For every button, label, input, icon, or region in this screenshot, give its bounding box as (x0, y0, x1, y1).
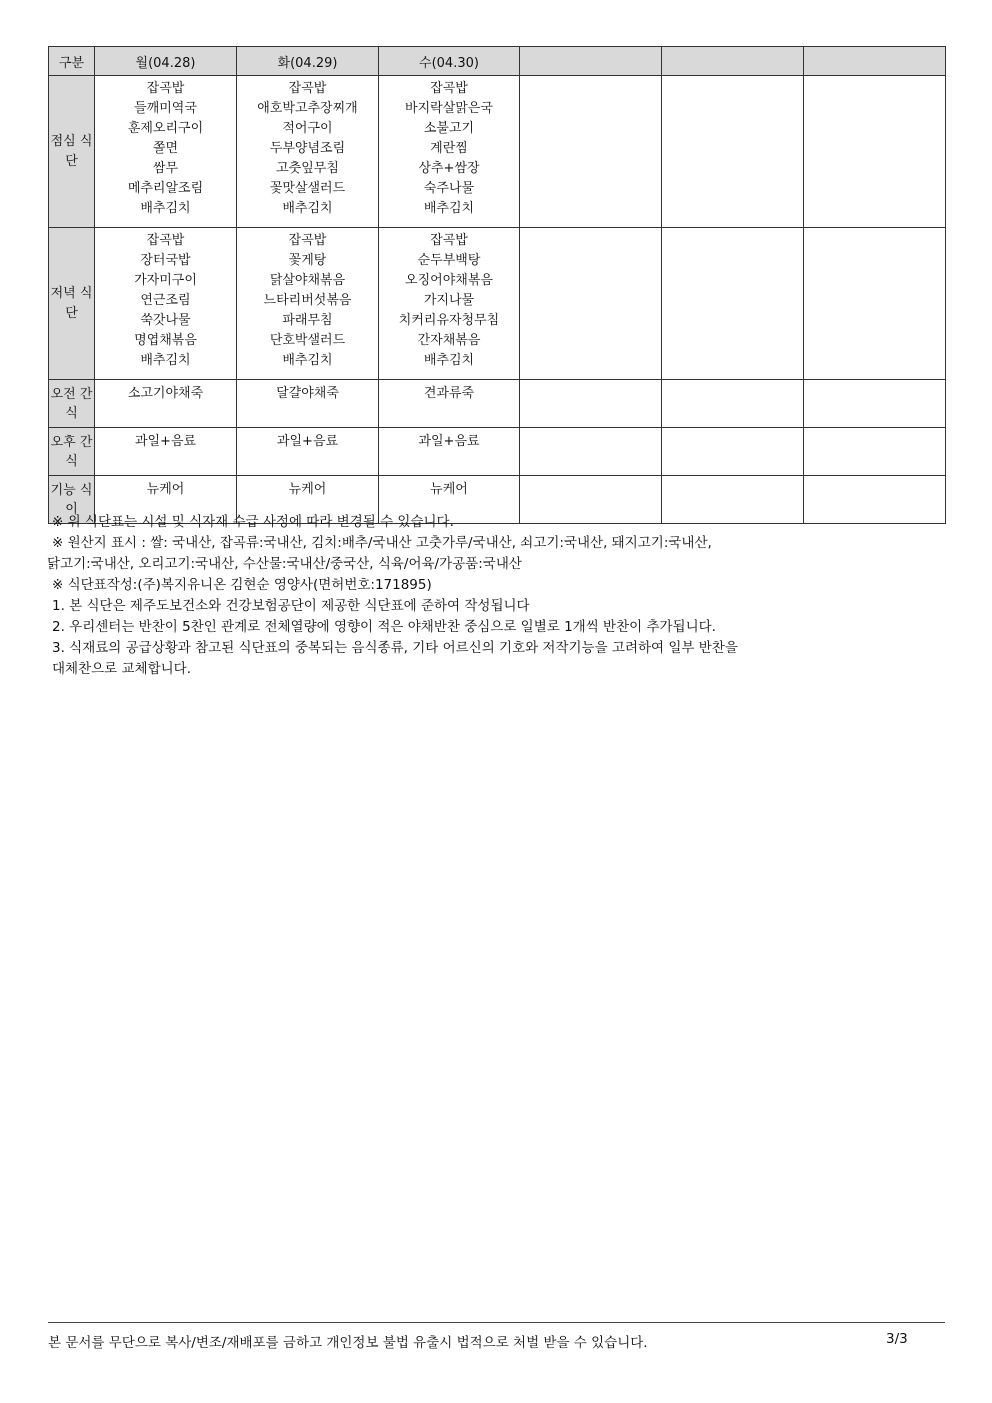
note-line: ※ 원산지 표시 : 쌀: 국내산, 잡곡류:국내산, 김치:배추/국내산 고춧가루/국내산, 쇠고기:국내산, 돼지고기:국내산, (52, 535, 712, 551)
empty-cell (662, 228, 804, 380)
table-row-afternoon-snack (49, 428, 946, 476)
dinner-mon-cell (95, 228, 237, 380)
menu-item: 쫄면 (152, 141, 179, 156)
menu-item: 순두부백탕 (417, 253, 481, 268)
empty-cell (804, 380, 946, 428)
menu-item: 과일+음료 (418, 434, 480, 449)
menu-item: 소불고기 (423, 121, 475, 136)
morning-snack-tue-cell (237, 380, 379, 428)
footer-divider (48, 1322, 945, 1323)
menu-item: 과일+음료 (134, 434, 197, 449)
row-label-afternoon-snack (49, 428, 95, 476)
dinner-tue-cell (237, 228, 379, 380)
menu-item: 쑥갓나물 (140, 313, 191, 328)
empty-cell (804, 428, 946, 476)
menu-item: 치커리유자청무침 (398, 313, 500, 328)
afternoon-snack-mon-cell (95, 428, 237, 476)
menu-item: 배추김치 (282, 201, 333, 216)
menu-item: 잡곡밥 (430, 233, 468, 248)
row-label-dinner (49, 228, 95, 380)
menu-item: 가지나물 (423, 293, 475, 308)
row-label-morning-snack (49, 380, 95, 428)
menu-item: 배추김치 (423, 353, 475, 368)
empty-cell (520, 428, 662, 476)
note-line: 대체찬으로 교체합니다. (52, 661, 191, 677)
menu-item: 파래무침 (282, 313, 333, 328)
menu-item: 배추김치 (140, 201, 191, 216)
menu-item: 배추김치 (423, 201, 475, 216)
row-label-line: 오전 (50, 386, 76, 402)
menu-item: 훈제오리구이 (127, 121, 204, 136)
menu-item: 뉴케어 (146, 482, 185, 497)
row-label-line: 식이 (65, 482, 93, 517)
menu-item: 단호박샐러드 (269, 333, 346, 348)
table-row-lunch (49, 76, 946, 228)
empty-cell (804, 228, 946, 380)
menu-item: 쌈무 (152, 161, 179, 176)
header-cell-empty (520, 47, 662, 76)
header-cell-wed: 수(04.30) (379, 47, 520, 76)
meal-plan-table (48, 46, 946, 524)
menu-item: 꽃맛살샐러드 (269, 181, 346, 196)
menu-item: 오징어야채볶음 (405, 273, 493, 288)
menu-item: 뉴케어 (430, 482, 468, 497)
menu-item: 들깨미역국 (134, 101, 197, 116)
menu-item: 간자채볶음 (417, 333, 481, 348)
table-header-row (49, 47, 946, 76)
table-row-dinner (49, 228, 946, 380)
note-line: ※ 위 식단표는 시설 및 식자재 수급 사정에 따라 변경될 수 있습니다. (52, 514, 454, 530)
menu-item: 잡곡밥 (146, 81, 185, 96)
menu-item: 계란찜 (430, 141, 468, 156)
empty-cell (520, 228, 662, 380)
menu-item: 느타리버섯볶음 (263, 293, 352, 308)
menu-item: 가자미구이 (134, 273, 197, 288)
menu-item: 잡곡밥 (146, 233, 185, 248)
menu-item: 달걀야채죽 (276, 386, 339, 401)
header-cell-empty (804, 47, 946, 76)
row-label-line: 식단 (65, 285, 93, 321)
row-label-line: 저녁 (50, 285, 76, 301)
row-label-line: 기능 (50, 482, 76, 498)
menu-item: 과일+음료 (276, 434, 339, 449)
empty-cell (520, 380, 662, 428)
row-label-line: 식단 (65, 133, 93, 169)
footer-disclaimer: 본 문서를 무단으로 복사/변조/재배포를 금하고 개인정보 불법 유출시 법적으로 처벌 받을 수 있습니다. (48, 1335, 648, 1351)
note-line: 3. 식재료의 공급상황과 참고된 식단표의 중복되는 음식종류, 기타 어르신의 기호와 저작기능을 고려하여 일부 반찬을 (52, 640, 738, 656)
lunch-mon-cell (95, 76, 237, 228)
menu-item: 잡곡밥 (430, 81, 468, 96)
menu-item: 명엽채볶음 (134, 333, 197, 348)
menu-item: 애호박고추장찌개 (257, 101, 358, 116)
empty-cell (662, 76, 804, 228)
header-cell-tue: 화(04.29) (237, 47, 379, 76)
row-label-lunch (49, 76, 95, 228)
note-line: ※ 식단표작성:(주)복지유니온 김현순 영양사(면허번호:171895) (52, 577, 432, 593)
menu-item: 견과류죽 (423, 386, 475, 401)
header-cell-mon: 월(04.28) (95, 47, 237, 76)
menu-item: 장터국밥 (140, 253, 191, 268)
menu-item: 메추리알조림 (127, 181, 204, 196)
note-line: 닭고기:국내산, 오리고기:국내산, 수산물:국내산/중국산, 식육/어육/가공품:국내산 (47, 556, 522, 572)
row-label-line: 간식 (65, 386, 93, 421)
header-cell-category: 구분 (49, 47, 95, 76)
afternoon-snack-wed-cell (379, 428, 520, 476)
empty-cell (520, 76, 662, 228)
menu-item: 꽃게탕 (288, 253, 327, 268)
row-label-line: 오후 (50, 434, 76, 450)
menu-item: 바지락살맑은국 (405, 101, 493, 116)
menu-item: 닭살야채볶음 (269, 273, 346, 288)
row-label-line: 간식 (65, 434, 93, 469)
note-line: 1. 본 식단은 제주도보건소와 건강보험공단이 제공한 식단표에 준하여 작성됩니다 (52, 598, 530, 614)
menu-item: 잡곡밥 (288, 81, 327, 96)
menu-item: 소고기야채죽 (127, 386, 204, 401)
menu-item: 잡곡밥 (288, 233, 327, 248)
lunch-tue-cell (237, 76, 379, 228)
menu-item: 연근조림 (140, 293, 191, 308)
header-cell-empty (662, 47, 804, 76)
menu-item: 배추김치 (282, 353, 333, 368)
notes-section (47, 512, 932, 680)
menu-item: 적어구이 (282, 121, 333, 136)
lunch-wed-cell (379, 76, 520, 228)
menu-item: 뉴케어 (288, 482, 327, 497)
empty-cell (804, 76, 946, 228)
dinner-wed-cell (379, 228, 520, 380)
afternoon-snack-tue-cell (237, 428, 379, 476)
menu-item: 숙주나물 (423, 181, 475, 196)
menu-item: 상추+쌈장 (418, 161, 480, 176)
empty-cell (662, 380, 804, 428)
morning-snack-mon-cell (95, 380, 237, 428)
page-number: 3/3 (886, 1331, 908, 1347)
row-label-line: 점심 (50, 133, 76, 149)
table-row-morning-snack (49, 380, 946, 428)
note-line: 2. 우리센터는 반찬이 5찬인 관계로 전체열량에 영향이 적은 야채반찬 중심으로 일별로 1개씩 반찬이 추가됩니다. (52, 619, 716, 635)
menu-item: 배추김치 (140, 353, 191, 368)
menu-item: 두부양념조림 (269, 141, 346, 156)
menu-item: 고춧잎무침 (276, 161, 339, 176)
morning-snack-wed-cell (379, 380, 520, 428)
empty-cell (662, 428, 804, 476)
